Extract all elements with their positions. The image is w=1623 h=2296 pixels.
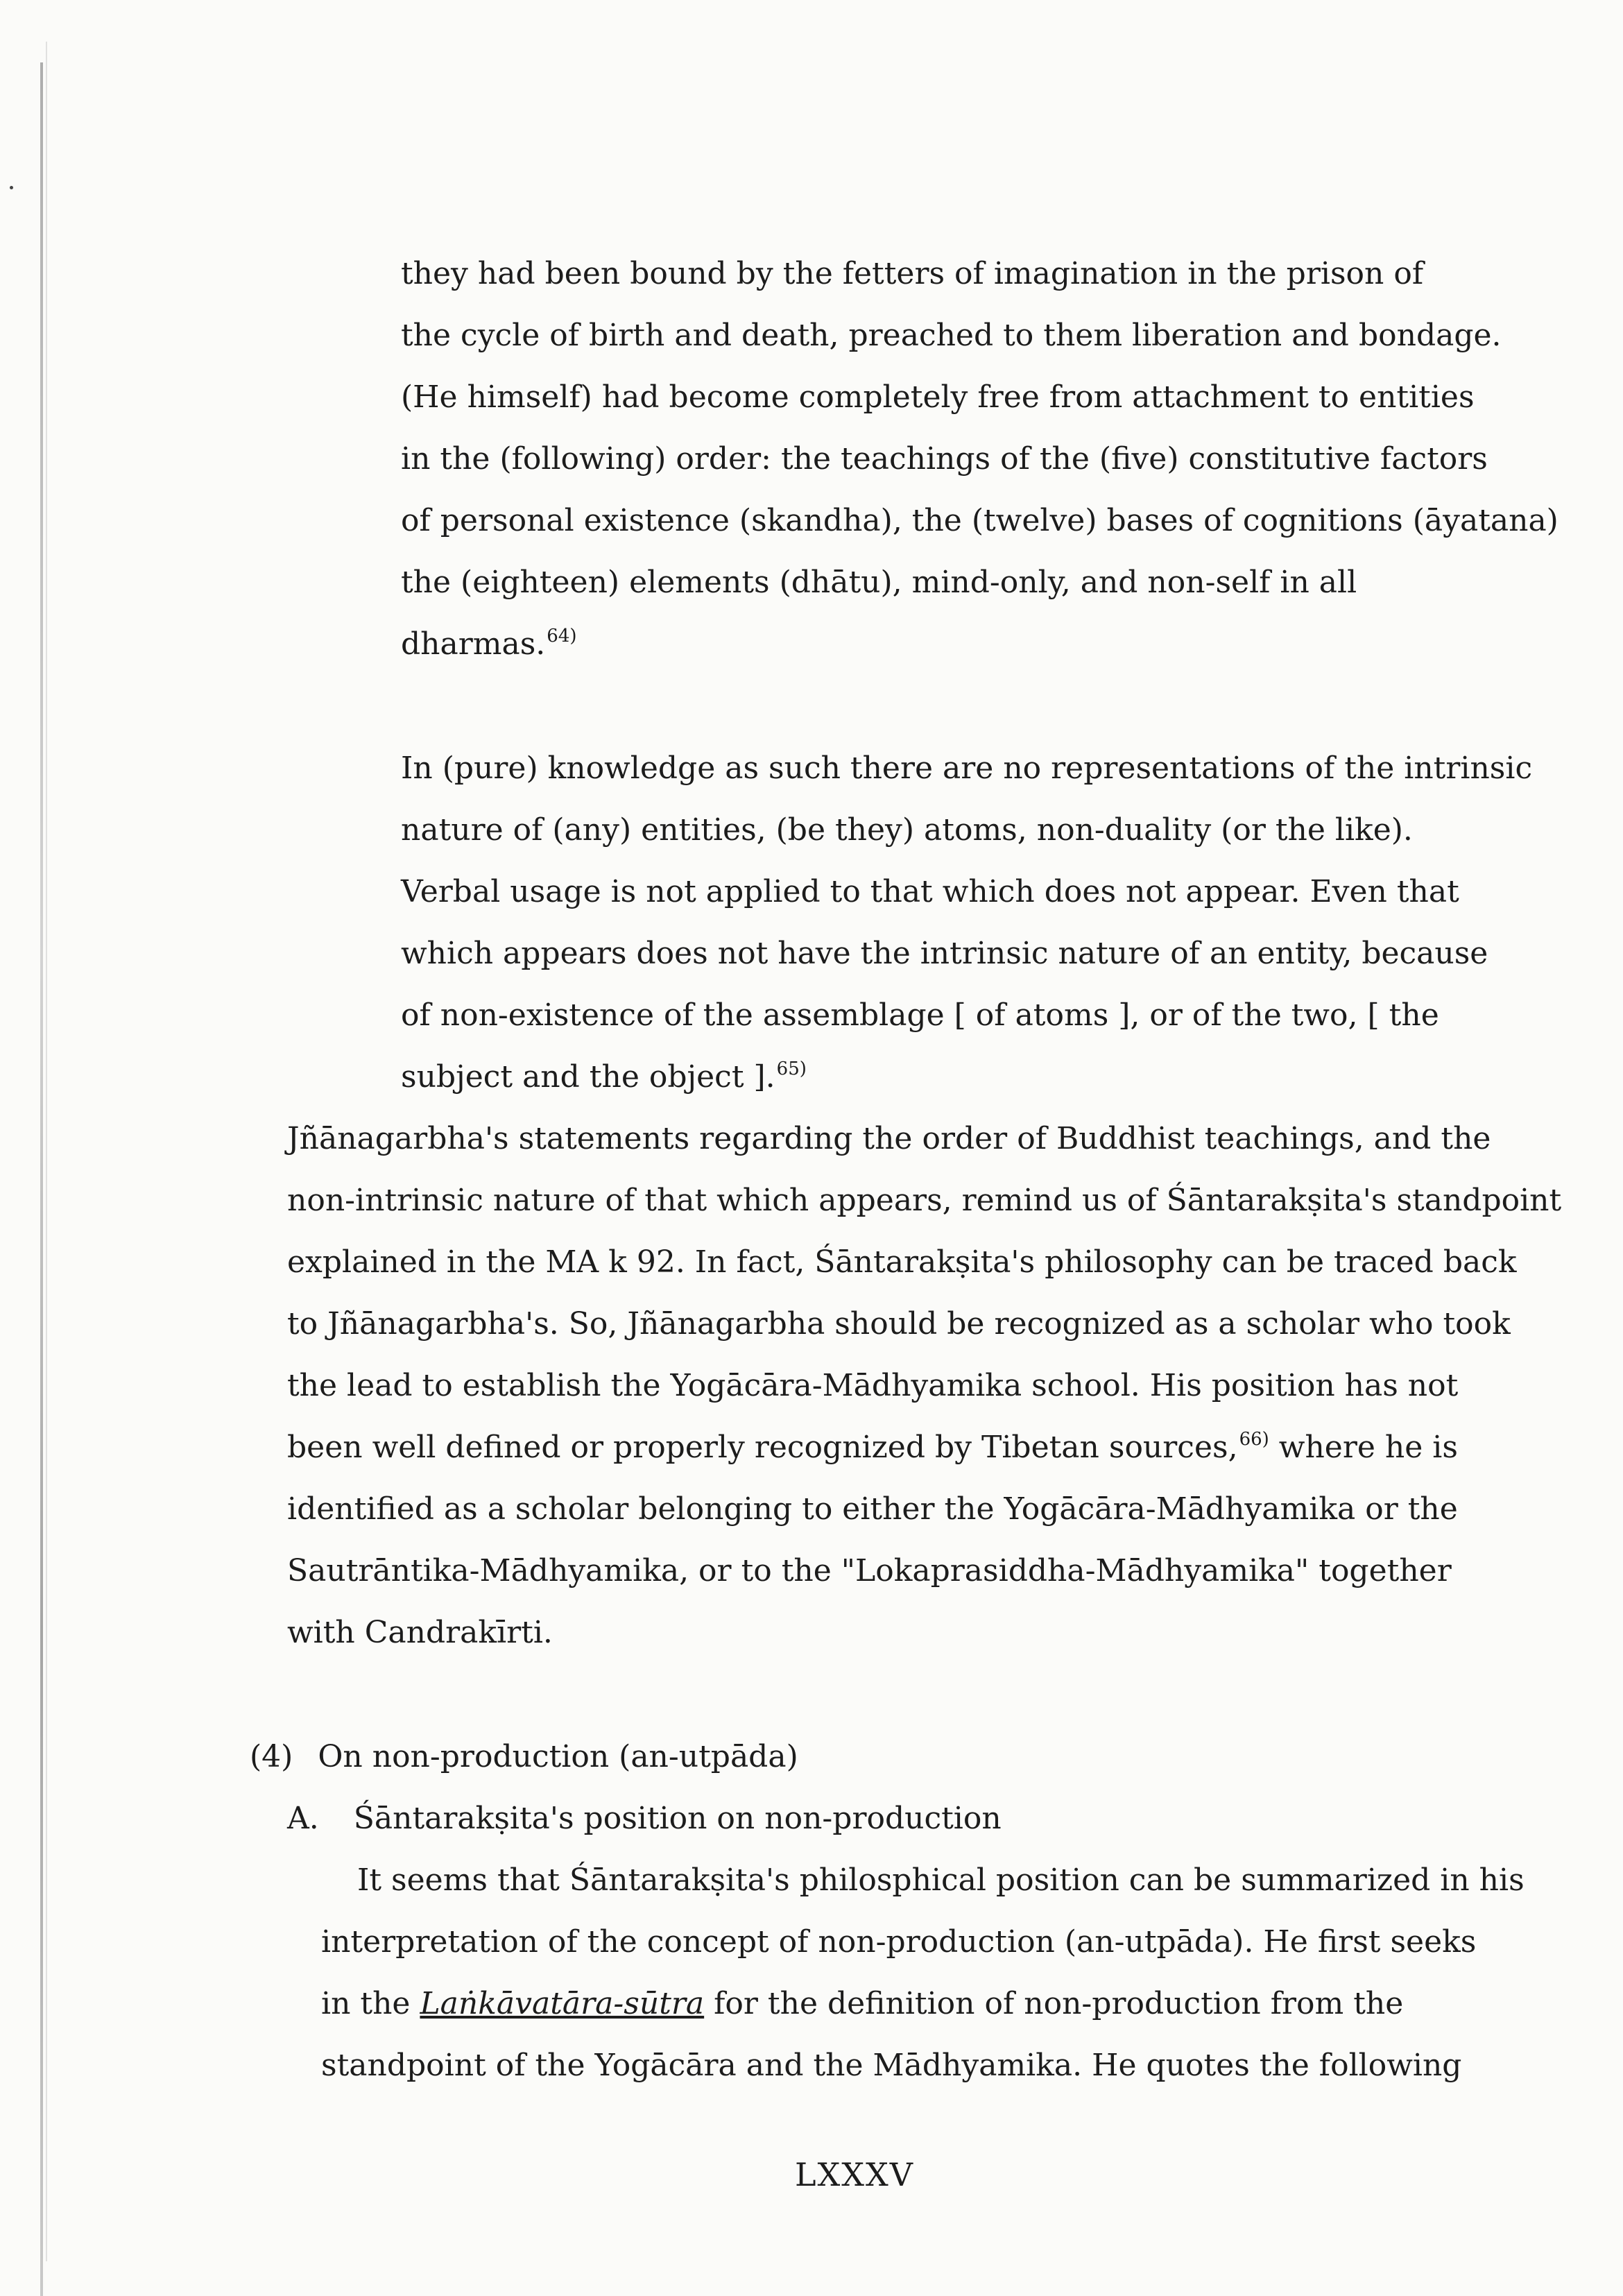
para1-line-1: Jñānagarbha's statements regarding the order of Buddhist teachings, and the: [287, 1121, 1491, 1156]
para1-line-6: [287, 1427, 1458, 1473]
quote2-line-4: which appears does not have the intrinsic nature of an entity, because: [401, 936, 1488, 971]
para1-line-8: Sautrāntika-Mādhyamika, or to the "Lokaprasiddha-Mādhyamika" together: [287, 1553, 1452, 1588]
section-number: (4): [250, 1739, 293, 1774]
para2-line-3-after: for the definition of non-production from the: [704, 1986, 1404, 2021]
quote1-line-2: the cycle of birth and death, preached to them liberation and bondage.: [401, 318, 1502, 353]
quote1-line-6: the (eighteen) elements (dhātu), mind-only, and non-self in all: [401, 565, 1357, 600]
quote1-line-5: of personal existence (skandha), the (twelve) bases of cognitions (āyatana): [401, 503, 1558, 538]
quote1-text: dharmas.: [401, 626, 546, 662]
subsection-letter: A.: [287, 1801, 319, 1836]
para2-line-1: It seems that Śāntarakṣita's philosphical position can be summarized in his: [357, 1862, 1525, 1898]
sutra-title: Laṅkāvatāra-sūtra: [420, 1986, 705, 2021]
quote1-line-3: (He himself) had become completely free from attachment to entities: [401, 379, 1475, 415]
para1-line-4: to Jñānagarbha's. So, Jñānagarbha should be recognized as a scholar who took: [287, 1306, 1511, 1342]
quote2-line-5: of non-existence of the assemblage [ of atoms ], or of the two, [ the: [401, 997, 1439, 1033]
section-title: On non-production (an-utpāda): [318, 1739, 798, 1774]
para1-line-9: with Candrakīrti.: [287, 1615, 553, 1650]
para2-line-4: standpoint of the Yogācāra and the Mādhyamika. He quotes the following: [321, 2048, 1462, 2083]
subsection-heading: [287, 1798, 1002, 1840]
para1-line-6-after: where he is: [1269, 1430, 1458, 1465]
quote1-line-1: they had been bound by the fetters of imagination in the prison of: [401, 256, 1424, 291]
quote2-line-1: In (pure) knowledge as such there are no representations of the intrinsic: [401, 751, 1533, 786]
para1-line-2: non-intrinsic nature of that which appears, remind us of Śāntarakṣita's standpoint: [287, 1183, 1562, 1218]
quote1-line-7: [401, 624, 577, 669]
quote2-line-2: nature of (any) entities, (be they) atoms, non-duality (or the like).: [401, 812, 1413, 848]
quote2-text: subject and the object ].: [401, 1059, 775, 1095]
section-heading: [250, 1736, 798, 1778]
para1-line-3: explained in the MA k 92. In fact, Śāntarakṣita's philosophy can be traced back: [287, 1244, 1517, 1280]
footnote-ref-65: 65): [776, 1059, 807, 1079]
quote2-line-6: [401, 1056, 807, 1102]
page-number: LXXXV: [795, 2156, 915, 2193]
footnote-ref-66: 66): [1239, 1429, 1269, 1450]
para2-line-3: [321, 1983, 1403, 2025]
scan-speck: [10, 186, 13, 189]
para1-line-6-before: been well defined or properly recognized by Tibetan sources,: [287, 1430, 1238, 1465]
quote1-line-4: in the (following) order: the teachings of the (five) constitutive factors: [401, 441, 1488, 477]
binding-edge: [40, 62, 43, 2296]
para2-line-3-before: in the: [321, 1986, 420, 2021]
binding-shadow: [46, 42, 47, 2261]
para1-line-5: the lead to establish the Yogācāra-Mādhyamika school. His position has not: [287, 1368, 1459, 1403]
para2-line-2: interpretation of the concept of non-production (an-utpāda). He first seeks: [321, 1924, 1477, 1960]
footnote-ref-64: 64): [547, 626, 577, 646]
para1-line-7: identified as a scholar belonging to either the Yogācāra-Mādhyamika or the: [287, 1491, 1458, 1527]
quote2-line-3: Verbal usage is not applied to that which does not appear. Even that: [401, 874, 1459, 909]
subsection-title: Śāntarakṣita's position on non-production: [353, 1801, 1002, 1836]
